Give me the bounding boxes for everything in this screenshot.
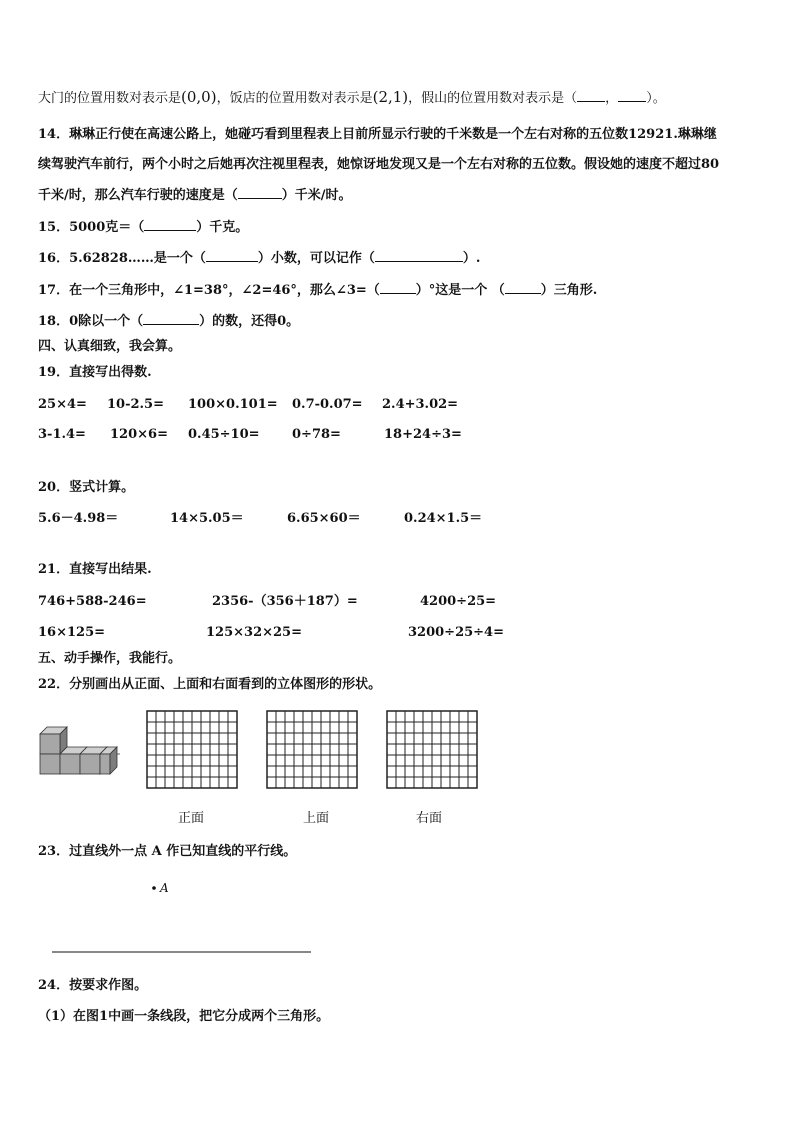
cube-face <box>80 754 100 774</box>
q18-line: 18．0除以一个（ ）的数，还得0。 <box>38 314 300 329</box>
q14-line2: 续驾驶汽车前行，两个小时之后她再次注视里程表，她惊讶地发现又是一个左右对称的五位数。假设她的速度不超过80 <box>38 157 720 172</box>
q16-line: 16．5.62828……是一个（ ）小数，可以记作（ ）. <box>38 251 481 266</box>
q13-line: 大门的位置用数对表示是(0,0)，饭店的位置用数对表示是(2,1)，假山的位置用数对表示是（ ， ）。 <box>38 88 666 106</box>
calc-item: 10-2.5= <box>107 397 164 412</box>
calc-item: 0÷78= <box>292 427 341 442</box>
answer-blank[interactable] <box>144 218 196 231</box>
calc-item: 14×5.05＝ <box>170 511 244 526</box>
calc-item: 746+588-246= <box>38 594 147 609</box>
calc-item: 25×4= <box>38 397 87 412</box>
calc-item: 18+24÷3= <box>384 427 462 442</box>
caption-top: 上面 <box>303 811 330 826</box>
calc-item: 120×6= <box>110 427 168 442</box>
answer-blank[interactable] <box>577 89 605 102</box>
cube-face <box>40 734 60 754</box>
answer-blank[interactable] <box>238 186 282 199</box>
cube-face <box>60 754 80 774</box>
caption-front: 正面 <box>178 811 205 826</box>
q14-line3: 千米/时，那么汽车行驶的速度是（ ）千米/时。 <box>38 188 352 203</box>
q20-title: 20．竖式计算。 <box>38 480 135 495</box>
given-line[interactable] <box>50 949 314 955</box>
answer-blank[interactable] <box>618 89 646 102</box>
answer-blank[interactable] <box>380 281 416 294</box>
answer-blank[interactable] <box>375 249 463 262</box>
section-heading: 四、认真细致，我会算。 <box>38 339 182 354</box>
cube-figure <box>36 716 120 780</box>
calc-item: 125×32×25= <box>206 625 302 640</box>
caption-right: 右面 <box>416 811 443 826</box>
q22-title: 22．分别画出从正面、上面和右面看到的立体图形的形状。 <box>38 677 382 692</box>
calc-item: 0.24×1.5＝ <box>404 511 483 526</box>
calc-item: 4200÷25= <box>420 594 497 609</box>
calc-item: 5.6－4.98＝ <box>38 511 119 526</box>
grid-front[interactable] <box>146 710 238 790</box>
point-a-label: A <box>160 881 169 895</box>
q24-title: 24．按要求作图。 <box>38 978 148 993</box>
q21-title: 21．直接写出结果. <box>38 562 152 577</box>
answer-blank[interactable] <box>143 312 199 325</box>
calc-item: 6.65×60＝ <box>287 511 361 526</box>
calc-item: 2356-（356＋187）= <box>212 594 358 609</box>
calc-item: 100×0.101= <box>188 397 278 412</box>
q19-title: 19．直接写出得数. <box>38 365 152 380</box>
calc-item: 2.4+3.02= <box>382 397 459 412</box>
q15-line: 15．5000克＝（ ）千克。 <box>38 220 249 235</box>
q24-sub1: （1）在图1中画一条线段，把它分成两个三角形。 <box>38 1009 330 1024</box>
q14-line1: 14．琳琳正行使在高速公路上，她碰巧看到里程表上目前所显示行驶的千米数是一个左右对称的五位数12921.琳琳继 <box>38 127 717 142</box>
answer-blank[interactable] <box>505 281 541 294</box>
answer-blank[interactable] <box>206 249 258 262</box>
section-heading: 五、动手操作，我能行。 <box>38 651 182 666</box>
calc-item: 3200÷25÷4= <box>408 625 504 640</box>
coord-hotel: (2,1) <box>372 88 409 106</box>
calc-item: 0.45÷10= <box>188 427 260 442</box>
grid-right[interactable] <box>386 710 478 790</box>
calc-item: 3-1.4= <box>38 427 86 442</box>
q23-title: 23．过直线外一点 A 作已知直线的平行线。 <box>38 844 297 859</box>
coord-gate: (0,0) <box>181 88 217 106</box>
grid-top[interactable] <box>266 710 358 790</box>
q17-line: 17．在一个三角形中，∠1=38°，∠2=46°，那么∠3=（ ）°这是一个 （ ）三角形. <box>38 283 598 298</box>
calc-item: 16×125= <box>38 625 106 640</box>
cube-face <box>40 754 60 774</box>
calc-item: 0.7-0.07= <box>292 397 363 412</box>
